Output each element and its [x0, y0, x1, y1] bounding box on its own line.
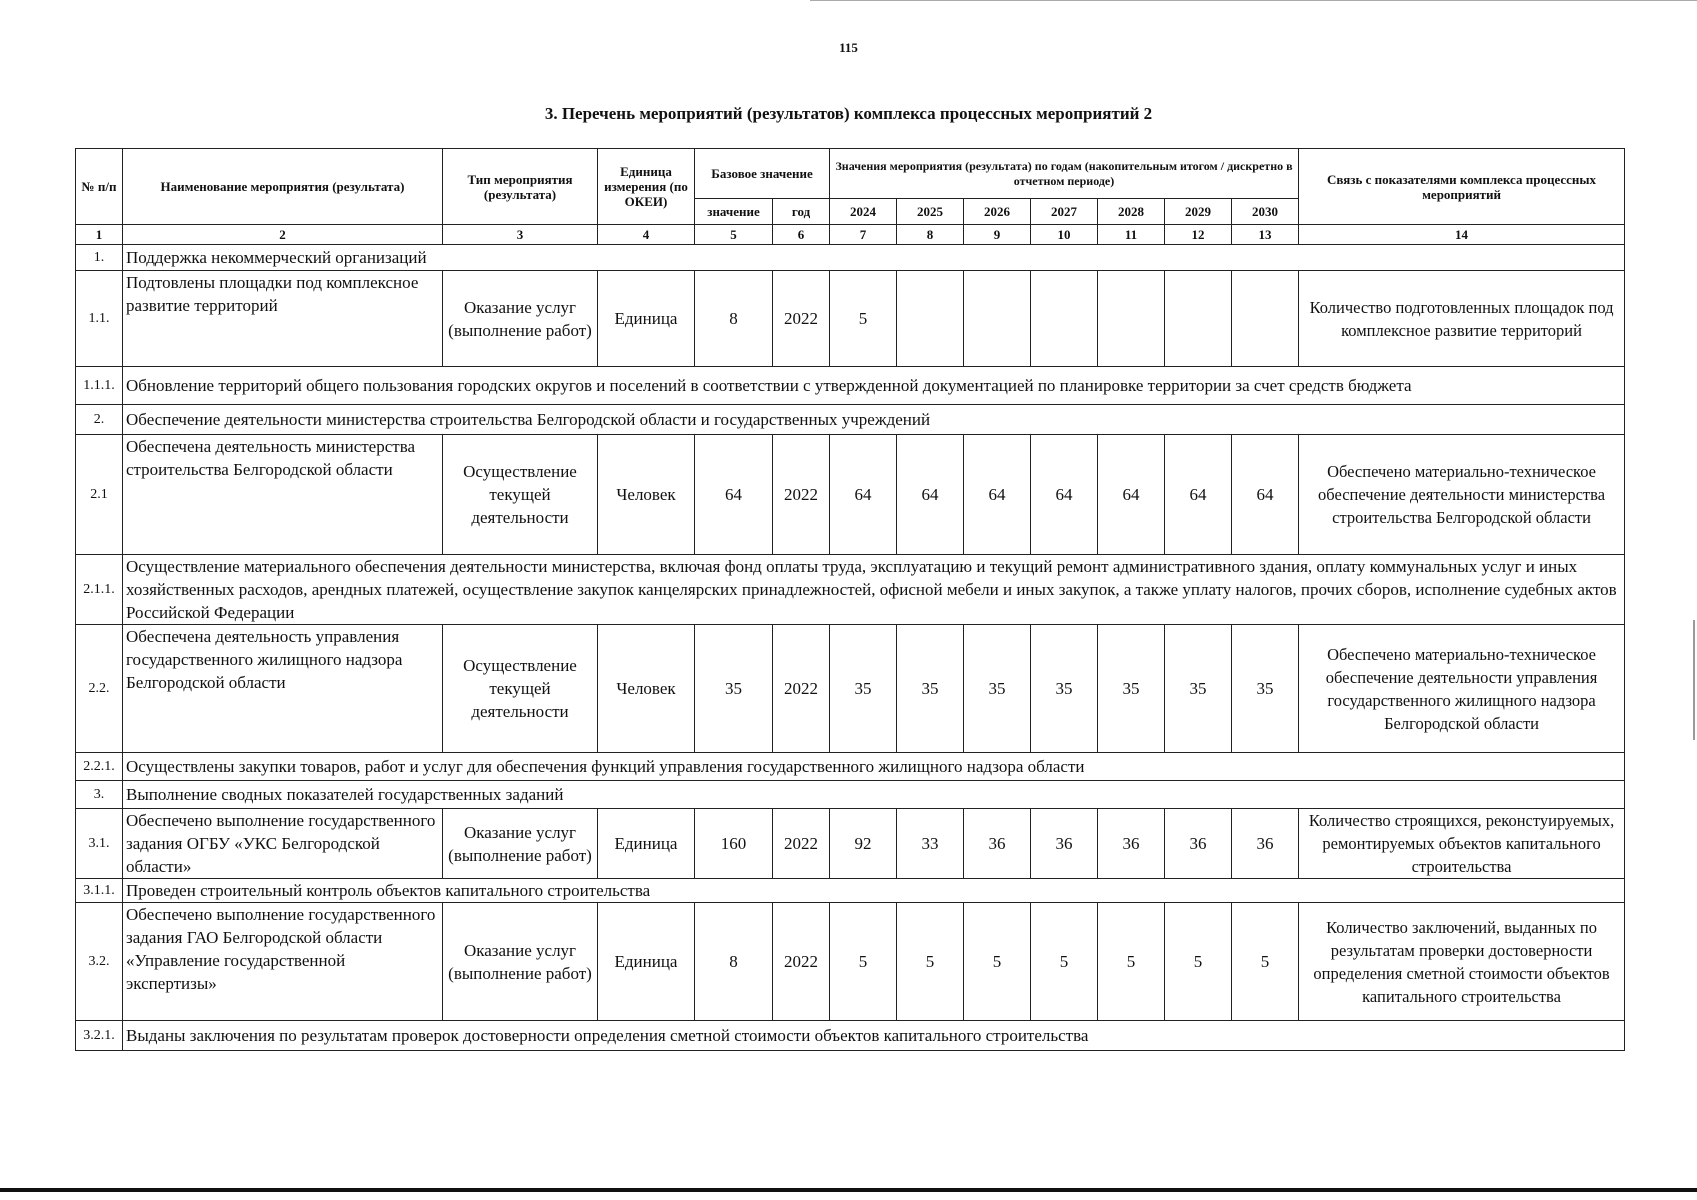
measure-name: Подтовлены площадки под комплексное развитие территорий	[123, 271, 443, 367]
linked-indicator: Обеспечено материально-техническое обеспечение деятельности управления государственного жилищного надзора Белгородской области	[1299, 625, 1625, 753]
year-value: 5	[1165, 903, 1232, 1021]
header-year: 2029	[1165, 199, 1232, 225]
year-value: 35	[964, 625, 1031, 753]
linked-indicator: Количество строящихся, реконстуируемых, ремонтируемых объектов капитального строительства	[1299, 809, 1625, 879]
base-value: 8	[695, 903, 773, 1021]
column-number: 5	[695, 225, 773, 245]
section-row	[76, 555, 1625, 625]
base-year: 2022	[773, 625, 830, 753]
column-number: 3	[443, 225, 598, 245]
header-year: 2027	[1031, 199, 1098, 225]
column-number: 9	[964, 225, 1031, 245]
year-value: 5	[897, 903, 964, 1021]
column-number: 6	[773, 225, 830, 245]
section-text: Поддержка некоммерческий организаций	[123, 245, 1625, 271]
measure-unit: Человек	[598, 435, 695, 555]
header-year: 2028	[1098, 199, 1165, 225]
year-value	[964, 271, 1031, 367]
measures-table	[75, 148, 1625, 1051]
linked-indicator: Обеспечено материально-техническое обеспечение деятельности министерства строительства Белгородской области	[1299, 435, 1625, 555]
column-number: 7	[830, 225, 897, 245]
year-value: 35	[897, 625, 964, 753]
base-year: 2022	[773, 271, 830, 367]
year-value: 64	[1165, 435, 1232, 555]
measure-name: Обеспечено выполнение государственного задания ГАО Белгородской области «Управление государственной экспертизы»	[123, 903, 443, 1021]
year-value: 5	[830, 903, 897, 1021]
measure-type: Оказание услуг (выполнение работ)	[443, 809, 598, 879]
year-value: 64	[1098, 435, 1165, 555]
base-year: 2022	[773, 903, 830, 1021]
section-row	[76, 879, 1625, 903]
year-value: 35	[830, 625, 897, 753]
base-year: 2022	[773, 435, 830, 555]
measure-name: Обеспечена деятельность министерства строительства Белгородской области	[123, 435, 443, 555]
top-edge-line	[810, 0, 1697, 1]
row-number: 1.	[76, 245, 123, 271]
row-number: 1.1.	[76, 271, 123, 367]
header-year: 2024	[830, 199, 897, 225]
base-value: 64	[695, 435, 773, 555]
table-row	[76, 271, 1625, 367]
measure-type: Осуществление текущей деятельности	[443, 435, 598, 555]
column-number: 4	[598, 225, 695, 245]
row-number: 3.1.	[76, 809, 123, 879]
column-number: 8	[897, 225, 964, 245]
row-number: 1.1.1.	[76, 367, 123, 405]
header-year: 2026	[964, 199, 1031, 225]
header-num: № п/п	[76, 149, 123, 225]
year-value: 5	[1031, 903, 1098, 1021]
measure-unit: Человек	[598, 625, 695, 753]
year-value: 36	[1031, 809, 1098, 879]
row-number: 3.2.1.	[76, 1021, 123, 1051]
section-row	[76, 781, 1625, 809]
measure-unit: Единица	[598, 903, 695, 1021]
column-number: 13	[1232, 225, 1299, 245]
section-row	[76, 367, 1625, 405]
row-number: 3.2.	[76, 903, 123, 1021]
year-value: 64	[1031, 435, 1098, 555]
measure-unit: Единица	[598, 271, 695, 367]
year-value	[1165, 271, 1232, 367]
row-number: 2.	[76, 405, 123, 435]
row-number: 2.1.1.	[76, 555, 123, 625]
year-value: 5	[964, 903, 1031, 1021]
year-value	[1098, 271, 1165, 367]
page-number: 115	[839, 40, 858, 55]
year-value: 36	[1232, 809, 1299, 879]
table-row	[76, 809, 1625, 879]
header-base-year: год	[773, 199, 830, 225]
section-row	[76, 1021, 1625, 1051]
header-base: Базовое значение	[695, 149, 830, 199]
section-text: Обновление территорий общего пользования городских округов и поселений в соответствии с утвержденной документацией по планировке территории за счет средств бюджета	[123, 367, 1625, 405]
column-number: 2	[123, 225, 443, 245]
year-value: 5	[1098, 903, 1165, 1021]
column-number: 10	[1031, 225, 1098, 245]
section-text: Выполнение сводных показателей государственных заданий	[123, 781, 1625, 809]
header-year: 2025	[897, 199, 964, 225]
year-value	[1031, 271, 1098, 367]
column-number: 11	[1098, 225, 1165, 245]
year-value	[1232, 271, 1299, 367]
header-years-group: Значения мероприятия (результата) по годам (накопительным итогом / дискретно в отчетном периоде)	[830, 149, 1299, 199]
year-value: 64	[964, 435, 1031, 555]
year-value: 36	[1098, 809, 1165, 879]
table-row	[76, 625, 1625, 753]
measure-type: Осуществление текущей деятельности	[443, 625, 598, 753]
base-year: 2022	[773, 809, 830, 879]
header-unit: Единица измерения (по ОКЕИ)	[598, 149, 695, 225]
table-body	[76, 245, 1625, 1051]
header-name: Наименование мероприятия (результата)	[123, 149, 443, 225]
column-number: 1	[76, 225, 123, 245]
base-value: 35	[695, 625, 773, 753]
table-row	[76, 903, 1625, 1021]
measure-unit: Единица	[598, 809, 695, 879]
section-text: Осуществление материального обеспечения деятельности министерства, включая фонд оплаты труда, эксплуатацию и текущий ремонт административного здания, оплату коммунальных услуг и иных хозяйственных расходов, арендных платежей, осуществление закупок канцелярских принадлежностей, офисной мебели и иных закупок, а также уплату налогов, прочих сборов, исполнение судебных актов Российской Федерации	[123, 555, 1625, 625]
base-value: 160	[695, 809, 773, 879]
year-value: 64	[830, 435, 897, 555]
measure-name: Обеспечена деятельность управления государственного жилищного надзора Белгородской области	[123, 625, 443, 753]
section-text: Проведен строительный контроль объектов капитального строительства	[123, 879, 1625, 903]
year-value: 64	[1232, 435, 1299, 555]
measures-table-container	[75, 148, 1617, 1051]
row-number: 2.2.	[76, 625, 123, 753]
row-number: 2.2.1.	[76, 753, 123, 781]
section-row	[76, 753, 1625, 781]
section-text: Выданы заключения по результатам проверок достоверности определения сметной стоимости объектов капитального строительства	[123, 1021, 1625, 1051]
section-text: Обеспечение деятельности министерства строительства Белгородской области и государственных учреждений	[123, 405, 1625, 435]
header-base-value: значение	[695, 199, 773, 225]
year-value: 35	[1031, 625, 1098, 753]
document-title: 3. Перечень мероприятий (результатов) комплекса процессных мероприятий 2	[544, 104, 1153, 123]
bottom-edge-bar	[0, 1188, 1697, 1192]
row-number: 2.1	[76, 435, 123, 555]
header-link: Связь с показателями комплекса процессных мероприятий	[1299, 149, 1625, 225]
column-number: 14	[1299, 225, 1625, 245]
linked-indicator: Количество заключений, выданных по результатам проверки достоверности определения сметной стоимости объектов капитального строительства	[1299, 903, 1625, 1021]
linked-indicator: Количество подготовленных площадок под комплексное развитие территорий	[1299, 271, 1625, 367]
year-value: 5	[830, 271, 897, 367]
measure-type: Оказание услуг (выполнение работ)	[443, 903, 598, 1021]
section-row	[76, 245, 1625, 271]
year-value: 5	[1232, 903, 1299, 1021]
column-number: 12	[1165, 225, 1232, 245]
year-value: 35	[1098, 625, 1165, 753]
base-value: 8	[695, 271, 773, 367]
row-number: 3.	[76, 781, 123, 809]
year-value: 36	[1165, 809, 1232, 879]
header-type: Тип мероприятия (результата)	[443, 149, 598, 225]
measure-name: Обеспечено выполнение государственного задания ОГБУ «УКС Белгородской области»	[123, 809, 443, 879]
year-value: 36	[964, 809, 1031, 879]
section-text: Осуществлены закупки товаров, работ и услуг для обеспечения функций управления государственного жилищного надзора области	[123, 753, 1625, 781]
year-value: 92	[830, 809, 897, 879]
section-row	[76, 405, 1625, 435]
header-year: 2030	[1232, 199, 1299, 225]
measure-type: Оказание услуг (выполнение работ)	[443, 271, 598, 367]
table-row	[76, 435, 1625, 555]
year-value: 64	[897, 435, 964, 555]
row-number: 3.1.1.	[76, 879, 123, 903]
year-value: 35	[1165, 625, 1232, 753]
year-value	[897, 271, 964, 367]
year-value: 35	[1232, 625, 1299, 753]
year-value: 33	[897, 809, 964, 879]
scan-edge-mark	[1693, 620, 1695, 740]
